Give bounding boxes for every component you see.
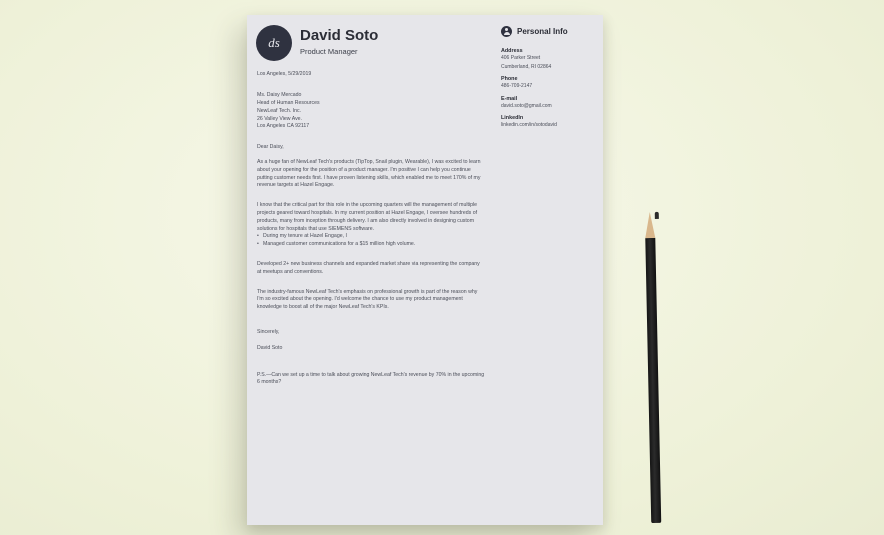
address-line1: 406 Parker Street — [501, 55, 541, 61]
applicant-name: David Soto — [300, 27, 379, 44]
recipient-block — [257, 92, 485, 131]
monogram-text: ds — [268, 35, 280, 50]
monogram-logo — [256, 25, 292, 61]
address-line2: Cumberland, RI 02864 — [501, 63, 552, 70]
signature: David Soto — [257, 344, 283, 351]
phone-value: 486-709-2147 — [501, 83, 533, 89]
recipient-company: NewLeaf Tech. Inc. — [257, 107, 302, 114]
address-label: Address — [501, 48, 523, 54]
linkedin-label: LinkedIn — [501, 115, 524, 121]
closing: Sincerely, — [257, 329, 280, 336]
recipient-title: Head of Human Resources — [257, 100, 320, 107]
personal-info-section — [501, 43, 597, 130]
paragraph-2: I know that the critical part for this role in the upcoming quarters will the management of multiple projects geared toward hospitals. In my current position at Hazel Engage, I oversee hundreds of products, many from inception through delivery. I am also directly involved in designing custom solutions for hospitals that use SIEMENS software. — [257, 202, 478, 232]
email-value: david.soto@gmail.com — [501, 102, 552, 109]
recipient-street: 26 Valley View Ave. — [257, 115, 302, 122]
paragraph-3: Developed 2+ new business channels and expanded market share via representing the company at meetups and conventions. — [257, 261, 480, 275]
linkedin-value: linkedin.com/in/sotodavid — [501, 122, 557, 128]
paragraph-1: As a huge fan of NewLeaf Tech's products (TipTop, Snail plugin, Wearable), I was excited to learn about your opening for the position of a product manager. I'm positive I can help you continue putting customer needs first. I have proven listening skills, which enabled me to meet 170% of my revenue targets at Hazel Engage. — [257, 159, 481, 189]
applicant-role: Product Manager — [300, 47, 358, 56]
cover-letter-page — [247, 15, 603, 525]
pencil-decoration — [643, 212, 665, 524]
paragraph-4: The industry-famous NewLeaf Tech's emphasis on professional growth is part of the reason why I'm so excited about the opening. I'd welcome the chance to use my product management knowledge to boost all of the major NewLeaf Tech's KPIs. — [257, 288, 478, 311]
postscript: P.S.—Can we set up a time to talk about growing NewLeaf Tech's revenue by 70% in the upcoming 6 months? — [257, 371, 485, 386]
letter-body — [257, 71, 485, 394]
recipient-name: Ms. Daisy Mercado — [257, 92, 302, 99]
date-line: Los Angeles, 5/29/2019 — [257, 71, 312, 77]
phone-label: Phone — [501, 76, 518, 82]
email-label: E-mail — [501, 95, 518, 102]
greeting: Dear Daisy, — [257, 144, 284, 151]
personal-info-title: Personal Info — [517, 27, 568, 36]
bullet-2: • Managed customer communications for a $15 million high volume. — [257, 241, 485, 249]
recipient-city: Los Angeles CA 92117 — [257, 123, 310, 130]
person-icon — [501, 26, 512, 37]
bullet-1: • During my tenure at Hazel Engage, I — [257, 233, 485, 241]
